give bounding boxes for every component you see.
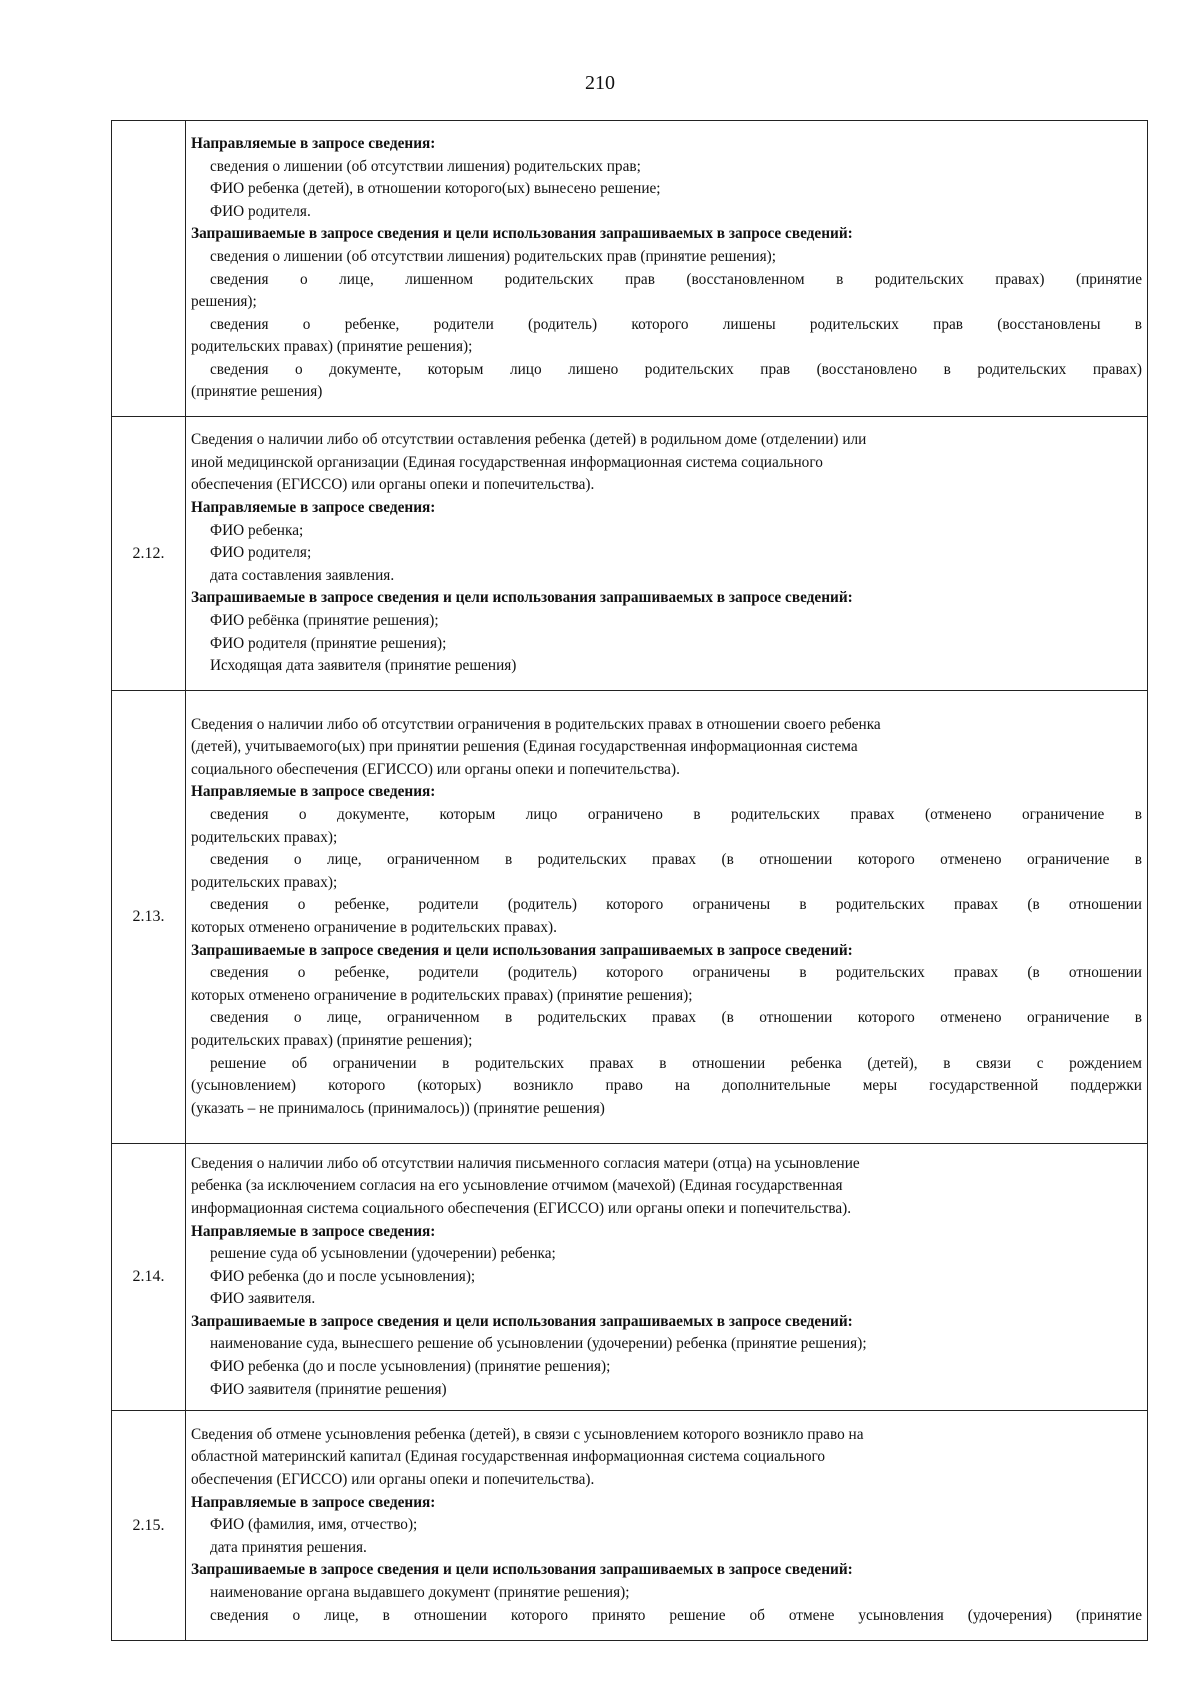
text-line: ФИО родителя (принятие решения); [210, 634, 447, 652]
requirements-table [111, 120, 1148, 1641]
section-heading: Запрашиваемые в запросе сведения и цели использования запрашиваемых в запросе сведений: [191, 1312, 853, 1330]
text-line: решения); [191, 293, 257, 311]
page-number: 210 [585, 72, 615, 94]
text-line: Сведения о наличии либо об отсутствии наличия письменного согласия матери (отца) на усыновление [191, 1154, 860, 1172]
text-line: ФИО ребенка (до и после усыновления); [210, 1267, 476, 1285]
text-line: сведения о лишении (об отсутствии лишения) родительских прав (принятие решения); [210, 247, 776, 265]
text-line: Сведения о наличии либо об отсутствии оставления ребенка (детей) в родильном доме (отделении) или [191, 431, 867, 449]
text-line: информационная система социального обеспечения (ЕГИССО) или органы опеки и попечительства). [191, 1199, 852, 1217]
text-line: решение об ограничении в родительских правах в отношении ребенка (детей), в связи с рождением [210, 1054, 1142, 1072]
row-content [186, 1411, 1148, 1641]
text-line: обеспечения (ЕГИССО) или органы опеки и попечительства). [191, 1471, 595, 1489]
row-number: 2.13. [112, 691, 186, 1144]
section-heading: Направляемые в запросе сведения: [191, 134, 436, 152]
section-heading: Запрашиваемые в запросе сведения и цели использования запрашиваемых в запросе сведений: [191, 941, 853, 959]
table-row [112, 1144, 1148, 1411]
text-line: иной медицинской организации (Единая государственная информационная система социального [191, 453, 823, 471]
text-line: областной материнский капитал (Единая государственная информационная система социального [191, 1448, 826, 1466]
text-line: (усыновлением) которого (которых) возникло право на дополнительные меры государственной поддержки [191, 1077, 1142, 1095]
text-line: сведения о ребенке, родители (родитель) которого лишены родительских прав (восстановлены в [210, 315, 1142, 333]
text-line: обеспечения (ЕГИССО) или органы опеки и попечительства). [191, 476, 595, 494]
table-row [112, 1411, 1148, 1641]
text-line: Сведения о наличии либо об отсутствии ограничения в родительских правах в отношении своего ребенка [191, 715, 881, 733]
text-line: социального обеспечения (ЕГИССО) или органы опеки и попечительства). [191, 760, 680, 778]
table-row [112, 121, 1148, 417]
text-line: (принятие решения) [191, 383, 323, 401]
text-line: (детей), учитываемого(ых) при принятии решения (Единая государственная информационная система [191, 738, 858, 756]
text-line: сведения о документе, которым лицо ограничено в родительских правах (отменено ограничение в [210, 806, 1142, 824]
section-heading: Запрашиваемые в запросе сведения и цели использования запрашиваемых в запросе сведений: [191, 225, 853, 243]
text-line: сведения о лице, ограниченном в родительских правах (в отношении которого отменено ограничение в [210, 851, 1142, 869]
row-number: 2.12. [112, 417, 186, 691]
section-heading: Направляемые в запросе сведения: [191, 783, 436, 801]
text-line: родительских правах); [191, 828, 338, 846]
text-line: сведения о ребенке, родители (родитель) которого ограничены в родительских правах (в отношении [210, 896, 1142, 914]
row-number: 2.15. [112, 1411, 186, 1641]
text-line: сведения о лице, ограниченном в родительских правах (в отношении которого отменено ограничение в [210, 1009, 1142, 1027]
row-number [112, 121, 186, 417]
row-content [186, 121, 1148, 417]
table-body [112, 121, 1148, 1641]
table-row [112, 691, 1148, 1144]
section-heading: Запрашиваемые в запросе сведения и цели использования запрашиваемых в запросе сведений: [191, 589, 853, 607]
text-line: сведения о лишении (об отсутствии лишения) родительских прав; [210, 157, 641, 175]
text-line: наименование органа выдавшего документ (принятие решения); [210, 1583, 630, 1601]
text-line: ФИО ребенка (до и после усыновления) (принятие решения); [210, 1358, 611, 1376]
text-line: ФИО ребенка; [210, 521, 304, 539]
section-heading: Запрашиваемые в запросе сведения и цели использования запрашиваемых в запросе сведений: [191, 1561, 853, 1579]
text-line: Сведения об отмене усыновления ребенка (детей), в связи с усыновлением которого возникло право на [191, 1425, 864, 1443]
text-line: родительских правах) (принятие решения); [191, 1031, 473, 1049]
text-line: которых отменено ограничение в родительских правах) (принятие решения); [191, 986, 693, 1004]
text-line: решение суда об усыновлении (удочерении) ребенка; [210, 1245, 556, 1263]
text-line: ФИО заявителя (принятие решения) [210, 1380, 447, 1398]
text-line: сведения о лице, в отношении которого принято решение об отмене усыновления (удочерения) (принятие [210, 1606, 1142, 1624]
text-line: родительских правах) (принятие решения); [191, 338, 473, 356]
text-line: ФИО заявителя. [210, 1290, 316, 1308]
row-content [186, 1144, 1148, 1411]
text-line: Исходящая дата заявителя (принятие решения) [210, 657, 517, 675]
text-line: сведения о документе, которым лицо лишено родительских прав (восстановлено в родительских правах) [210, 360, 1142, 378]
text-line: ФИО родителя. [210, 202, 311, 220]
section-heading: Направляемые в запросе сведения: [191, 499, 436, 517]
table-row [112, 417, 1148, 691]
text-line: ребенка (за исключением согласия на его усыновление отчимом (мачехой) (Единая государственная [191, 1177, 843, 1195]
text-line: ФИО (фамилия, имя, отчество); [210, 1516, 418, 1534]
text-line: сведения о лице, лишенном родительских прав (восстановленном в родительских правах) (принятие [210, 270, 1142, 288]
text-line: ФИО родителя; [210, 544, 312, 562]
section-heading: Направляемые в запросе сведения: [191, 1222, 436, 1240]
row-number: 2.14. [112, 1144, 186, 1411]
text-line: ФИО ребенка (детей), в отношении которого(ых) вынесено решение; [210, 180, 661, 198]
text-line: родительских правах); [191, 873, 338, 891]
row-content [186, 691, 1148, 1144]
text-line: сведения о ребенке, родители (родитель) которого ограничены в родительских правах (в отношении [210, 964, 1142, 982]
text-line: которых отменено ограничение в родительских правах). [191, 919, 557, 936]
text-line: дата составления заявления. [210, 566, 395, 584]
section-heading: Направляемые в запросе сведения: [191, 1493, 436, 1511]
text-line: ФИО ребёнка (принятие решения); [210, 611, 439, 629]
row-content [186, 417, 1148, 691]
text-line: (указать – не принималось (принималось)) (принятие решения) [191, 1099, 605, 1117]
text-line: наименование суда, вынесшего решение об усыновлении (удочерении) ребенка (принятие решения); [210, 1335, 867, 1353]
text-line: дата принятия решения. [210, 1538, 367, 1556]
